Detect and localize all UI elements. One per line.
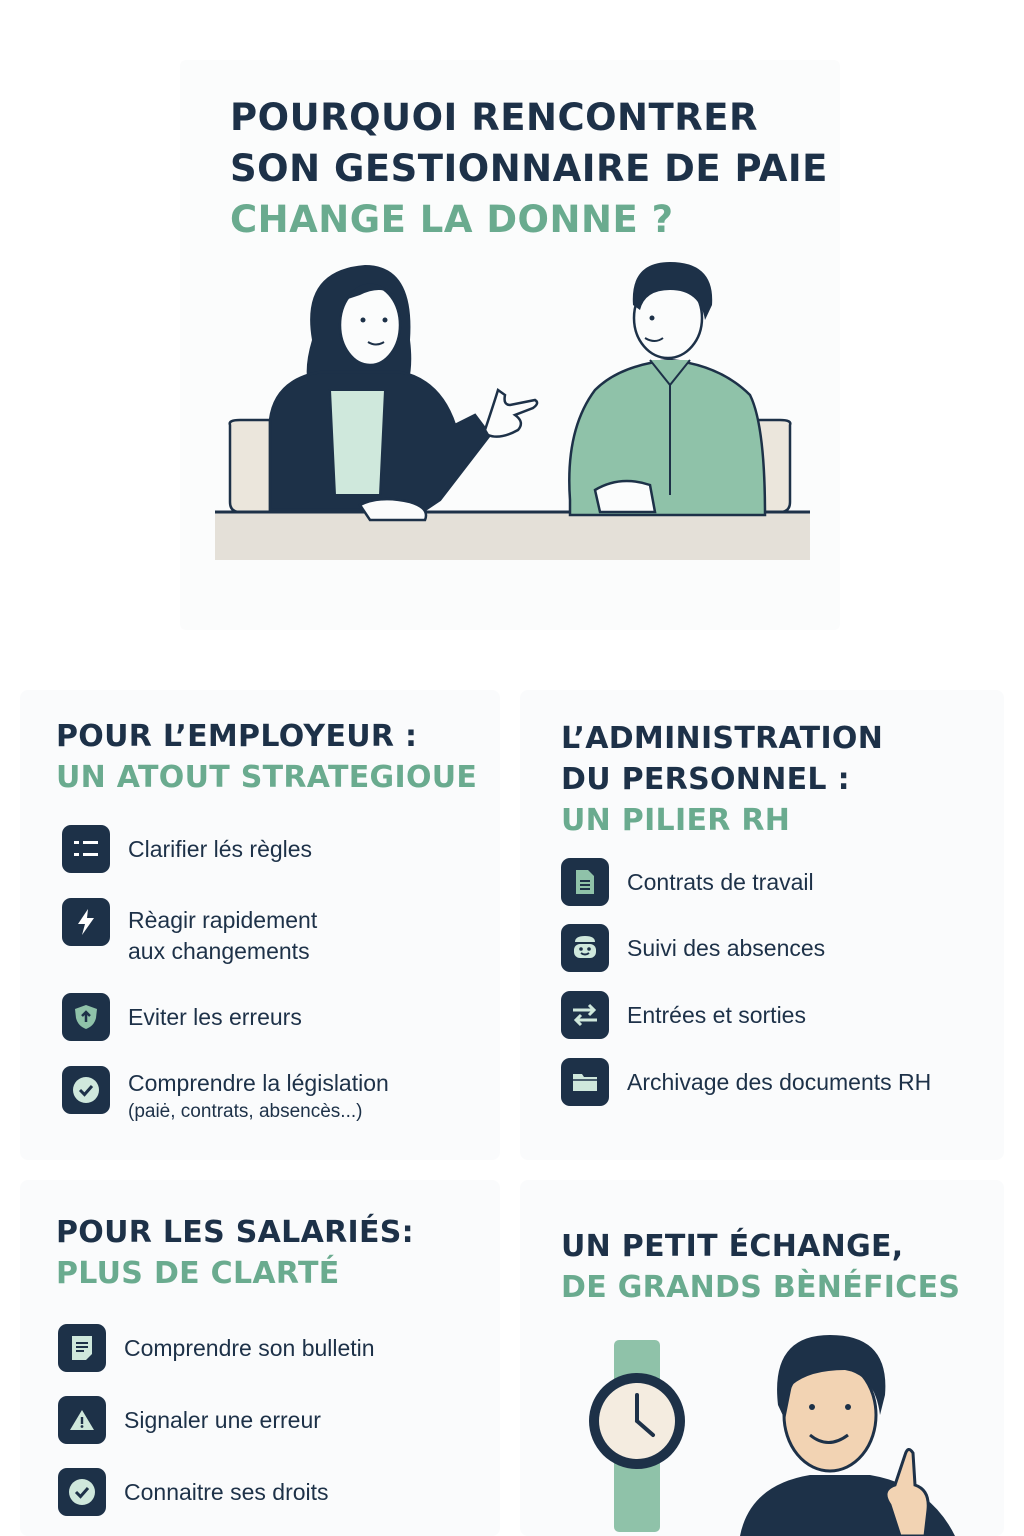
list-item-label: Connaitre ses droits [124, 1479, 329, 1505]
employees-title-line-1: POUR LES SALARIÉS: [56, 1215, 414, 1250]
list-item [58, 1468, 329, 1516]
administration-title-line-3: UN PILIER RH [561, 803, 791, 838]
warning-icon [58, 1396, 106, 1444]
list-item-label-sub: (paiė, contrats, absencès...) [128, 1101, 363, 1122]
employees-title-line-2: PLUS DE CLARTÉ [56, 1256, 340, 1291]
list-item-label: Signaler une erreur [124, 1407, 321, 1433]
bulletin-icon [58, 1324, 106, 1372]
list-item-label-line-1: Rèagir rapidement [128, 907, 318, 933]
title-line-3: CHANGE LA DONNE ? [230, 198, 674, 241]
folder-icon [561, 1058, 609, 1106]
list-icon [62, 825, 110, 873]
list-item [62, 1066, 389, 1125]
man-pointing-illustration [740, 1335, 955, 1536]
exchange-title [561, 1226, 960, 1308]
list-item [62, 993, 302, 1041]
list-item-label [128, 905, 317, 967]
list-item-label: Comprendre son bulletin [124, 1335, 375, 1361]
list-item-label: Contrats de travail [627, 869, 814, 895]
lightning-icon [62, 898, 110, 946]
page-title [230, 92, 828, 245]
arrows-icon [561, 991, 609, 1039]
title-line-1: POURQUOI RENCONTRER [230, 96, 759, 139]
exchange-section [561, 1226, 960, 1308]
benefit-illustration [580, 1335, 1010, 1536]
administration-section [561, 718, 883, 841]
check-icon [58, 1468, 106, 1516]
employees-section [56, 1212, 414, 1294]
list-item [561, 858, 814, 906]
employees-title [56, 1212, 414, 1294]
list-item [58, 1396, 321, 1444]
employer-section [56, 716, 477, 798]
watch-icon [589, 1340, 685, 1532]
list-item [62, 825, 312, 873]
list-item [62, 898, 317, 967]
title-line-2: SON GESTIONNAIRE DE PAIE [230, 147, 828, 190]
administration-title-line-2: DU PERSONNEL : [561, 762, 850, 797]
list-item [561, 924, 825, 972]
employer-title-line-1: POUR L’EMPLOYEUR : [56, 719, 418, 754]
administration-title [561, 718, 883, 841]
list-item-label: Clarifier lés règles [128, 836, 313, 862]
list-item-label-line-1: Comprendre la législation [128, 1070, 389, 1096]
list-item [561, 991, 806, 1039]
employer-title-line-2: UN ATOUT STRATEGIOUE [56, 760, 478, 795]
document-icon [561, 858, 609, 906]
list-item-label-line-2: aux changements [128, 938, 310, 964]
administration-title-line-1: L’ADMINISTRATION [561, 721, 884, 756]
exchange-title-line-2: DE GRANDS BÈNÉFICES [561, 1270, 961, 1305]
shield-icon [62, 993, 110, 1041]
list-item-label: Archivage des documents RH [627, 1069, 932, 1095]
list-item-label: Entrées et sorties [627, 1002, 806, 1028]
list-item-label [128, 1068, 389, 1125]
list-item [58, 1324, 375, 1372]
meeting-illustration [200, 250, 820, 570]
list-item [561, 1058, 931, 1106]
check-icon [62, 1066, 110, 1114]
person-icon [561, 924, 609, 972]
list-item-label: Suivi des absences [627, 935, 826, 961]
list-item-label: Eviter les erreurs [128, 1004, 302, 1030]
exchange-title-line-1: UN PETIT ÉCHANGE, [561, 1229, 904, 1264]
employer-title [56, 716, 477, 798]
